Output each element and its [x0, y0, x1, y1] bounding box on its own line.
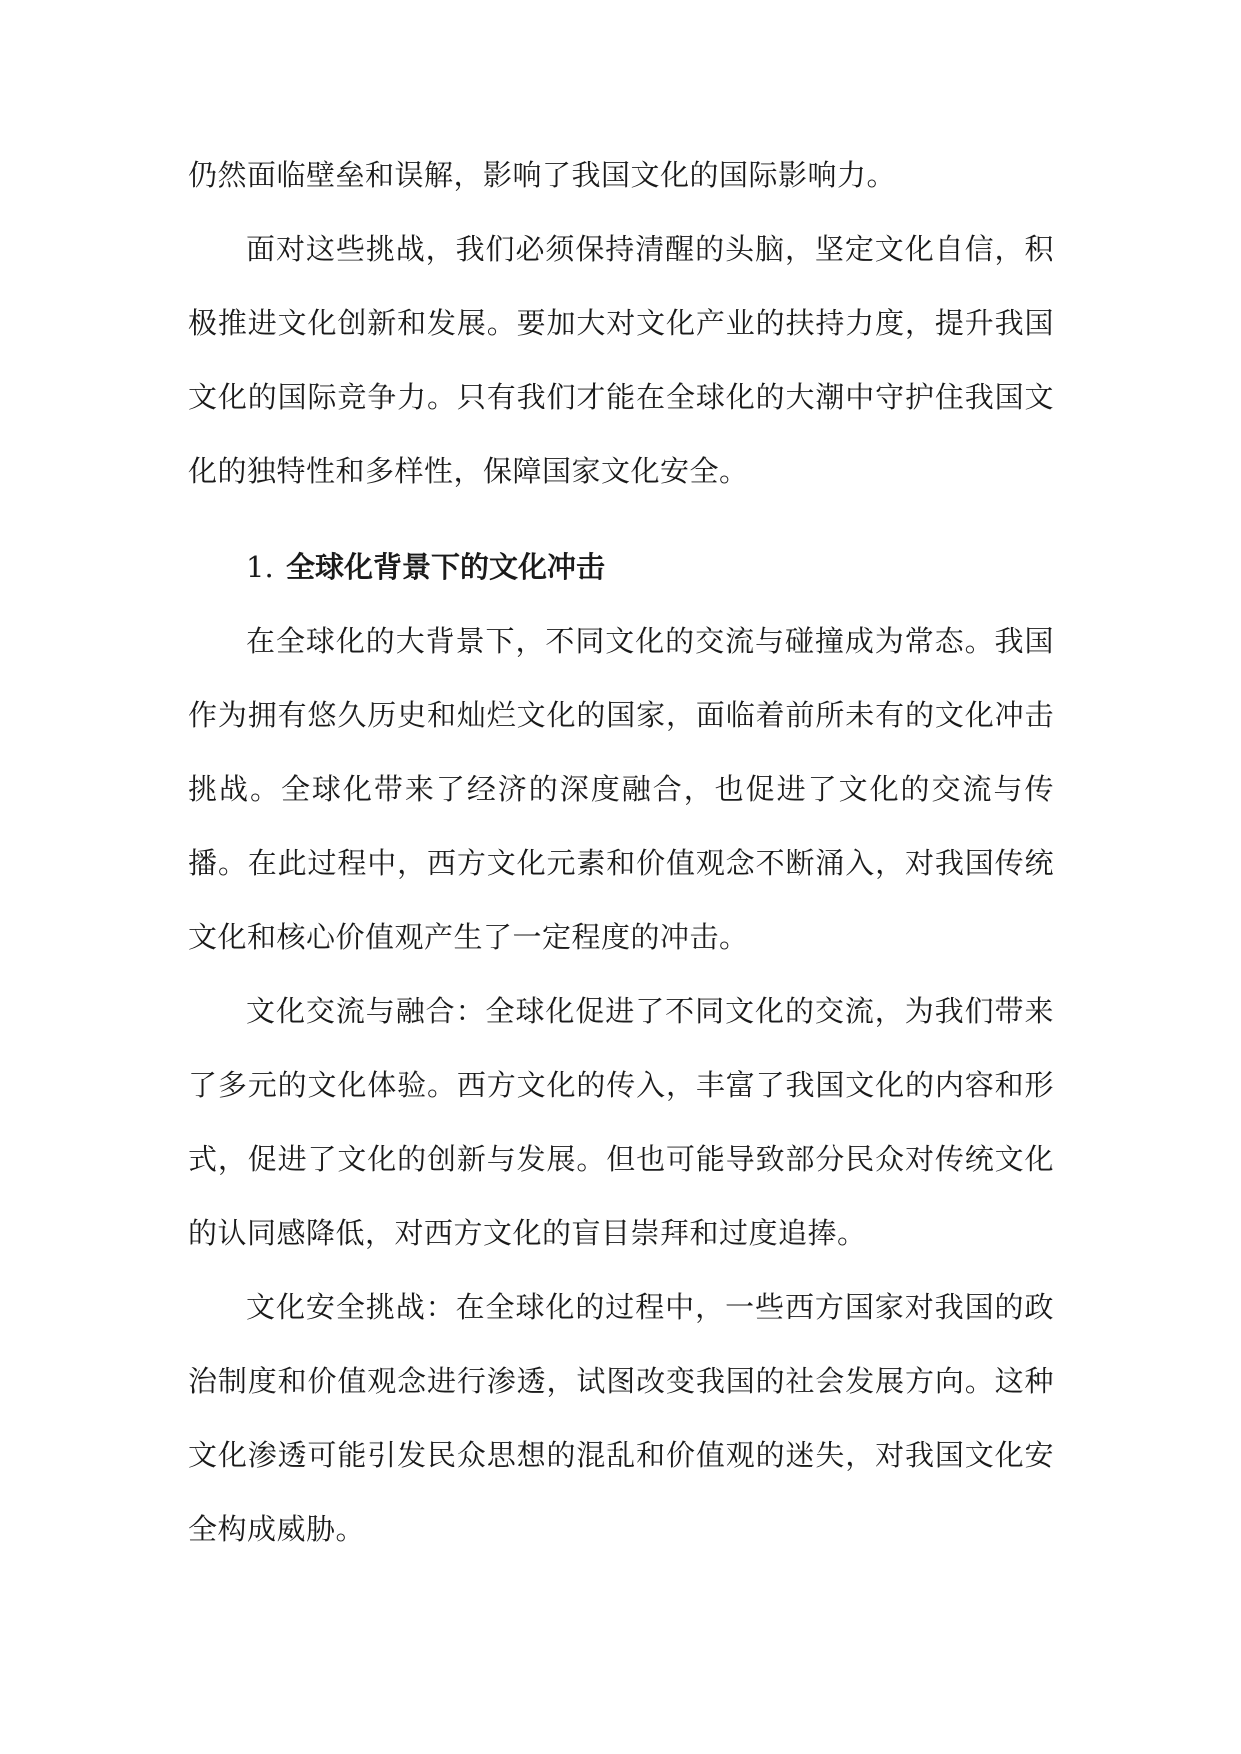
paragraph-challenges-response: 面对这些挑战，我们必须保持清醒的头脑，坚定文化自信，积极推进文化创新和发展。要加大对文化产业的扶持力度，提升我国文化的国际竞争力。只有我们才能在全球化的大潮中守护住我国文化的独特性和多样性，保障国家文化安全。 — [188, 232, 1054, 488]
section-heading — [188, 530, 1054, 604]
section-number: 1. — [246, 550, 274, 584]
paragraph-continuation: 仍然面临壁垒和误解，影响了我国文化的国际影响力。 — [188, 158, 897, 192]
paragraph-cultural-security: 文化安全挑战：在全球化的过程中，一些西方国家对我国的政治制度和价值观念进行渗透，试图改变我国的社会发展方向。这种文化渗透可能引发民众思想的混乱和价值观的迷失，对我国文化安全构成威胁。 — [188, 1290, 1054, 1546]
section-title: 全球化背景下的文化冲击 — [286, 550, 606, 584]
paragraph-globalization-impact: 在全球化的大背景下，不同文化的交流与碰撞成为常态。我国作为拥有悠久历史和灿烂文化的国家，面临着前所未有的文化冲击挑战。全球化带来了经济的深度融合，也促进了文化的交流与传播。在此过程中，西方文化元素和价值观念不断涌入，对我国传统文化和核心价值观产生了一定程度的冲击。 — [188, 624, 1054, 954]
document-body — [188, 138, 1054, 1566]
paragraph-cultural-exchange: 文化交流与融合：全球化促进了不同文化的交流，为我们带来了多元的文化体验。西方文化的传入，丰富了我国文化的内容和形式，促进了文化的创新与发展。但也可能导致部分民众对传统文化的认同感降低，对西方文化的盲目崇拜和过度追捧。 — [188, 994, 1054, 1250]
